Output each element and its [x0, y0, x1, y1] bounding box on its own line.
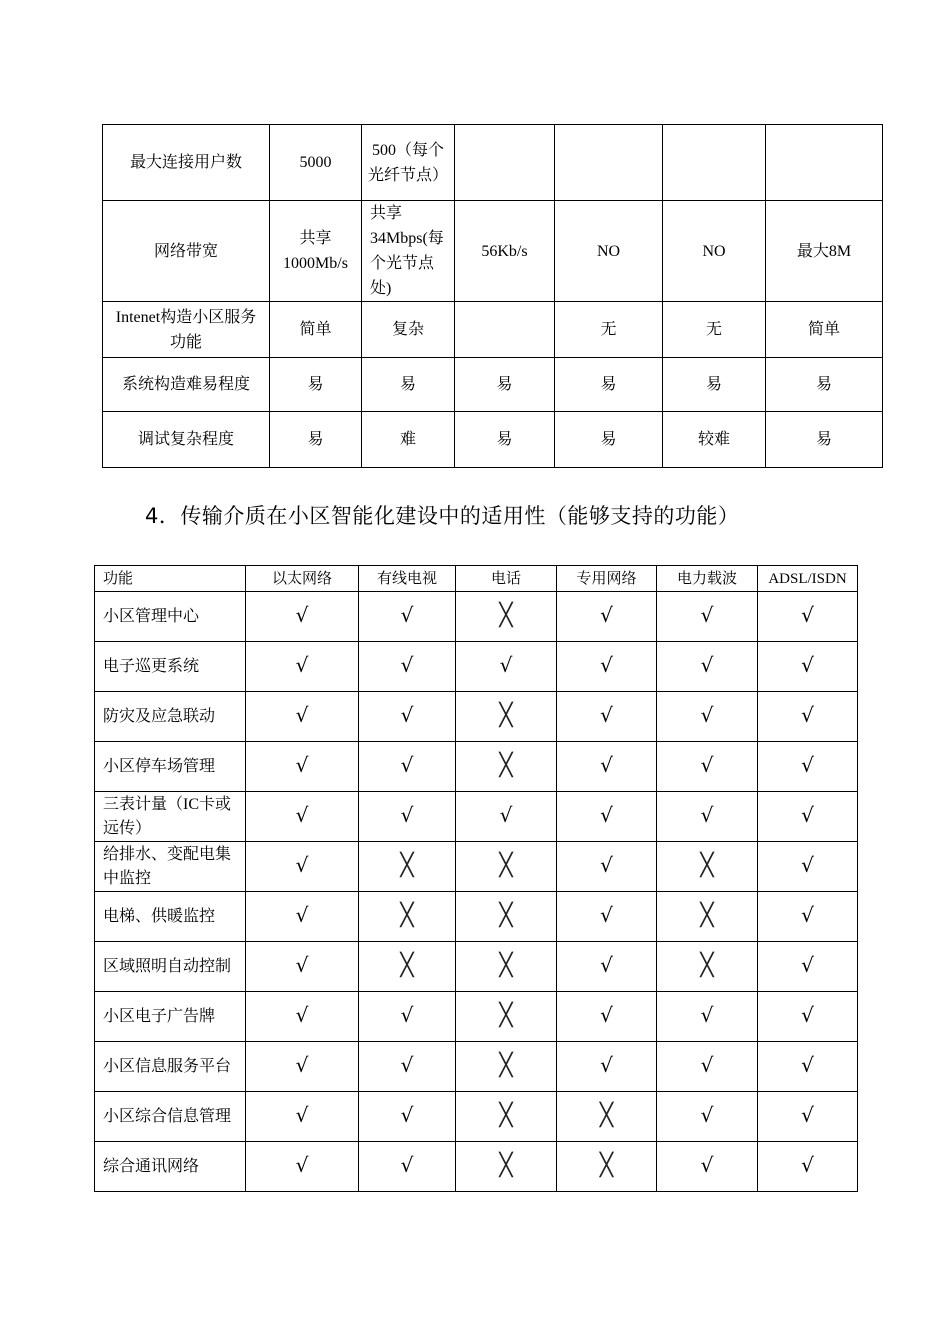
cross-mark-icon: ╳ — [700, 902, 714, 928]
check-mark-icon: √ — [700, 803, 714, 827]
support-cell — [657, 792, 758, 842]
header-cell: 电话 — [456, 566, 557, 592]
check-mark-icon: √ — [600, 603, 613, 627]
table-row — [103, 201, 883, 302]
row-label-cell: 调试复杂程度 — [103, 412, 270, 468]
cross-mark-icon: ╳ — [700, 852, 714, 878]
cross-mark-icon: ╳ — [599, 1102, 614, 1128]
check-mark-icon: √ — [295, 703, 309, 727]
check-mark-icon: √ — [400, 1053, 414, 1077]
table-row — [95, 1142, 858, 1192]
table-row — [95, 692, 858, 742]
support-cell — [758, 692, 858, 742]
table-row — [103, 302, 883, 358]
check-mark-icon: √ — [400, 753, 414, 777]
check-mark-icon: √ — [801, 1153, 814, 1177]
support-cell — [456, 992, 557, 1042]
check-mark-icon: √ — [600, 953, 613, 977]
table-cell: 易 — [663, 358, 766, 412]
support-cell — [456, 692, 557, 742]
header-cell: ADSL/ISDN — [758, 566, 858, 592]
support-cell — [246, 842, 359, 892]
function-label-cell: 小区信息服务平台 — [95, 1042, 246, 1092]
cross-mark-icon: ╳ — [499, 902, 513, 928]
support-cell — [557, 692, 657, 742]
support-cell — [456, 942, 557, 992]
check-mark-icon: √ — [600, 1003, 613, 1027]
cross-mark-icon: ╳ — [400, 852, 414, 878]
support-cell — [557, 1142, 657, 1192]
table-cell — [455, 302, 555, 358]
check-mark-icon: √ — [600, 903, 613, 927]
check-mark-icon: √ — [499, 653, 513, 677]
function-label-cell: 防灾及应急联动 — [95, 692, 246, 742]
table-cell: 易 — [362, 358, 455, 412]
check-mark-icon: √ — [600, 853, 613, 877]
table-row — [95, 592, 858, 642]
table-cell: 易 — [455, 412, 555, 468]
support-cell — [359, 592, 456, 642]
table-cell: NO — [555, 201, 663, 302]
support-cell — [557, 792, 657, 842]
table-cell: 易 — [766, 412, 883, 468]
table-cell: 复杂 — [362, 302, 455, 358]
cross-mark-icon: ╳ — [499, 1102, 513, 1128]
support-cell — [246, 1142, 359, 1192]
cross-mark-icon: ╳ — [499, 752, 513, 778]
support-cell — [758, 592, 858, 642]
cross-mark-icon: ╳ — [499, 852, 513, 878]
support-cell — [557, 842, 657, 892]
support-cell — [758, 992, 858, 1042]
support-cell — [246, 892, 359, 942]
check-mark-icon: √ — [700, 1103, 714, 1127]
table-cell: 共享1000Mb/s — [270, 201, 362, 302]
support-cell — [246, 942, 359, 992]
check-mark-icon: √ — [600, 1053, 613, 1077]
cross-mark-icon: ╳ — [700, 952, 714, 978]
check-mark-icon: √ — [801, 1053, 814, 1077]
cross-mark-icon: ╳ — [599, 1152, 614, 1178]
check-mark-icon: √ — [295, 953, 309, 977]
table-cell: 易 — [455, 358, 555, 412]
check-mark-icon: √ — [295, 1103, 309, 1127]
support-cell — [456, 592, 557, 642]
check-mark-icon: √ — [801, 603, 814, 627]
table-cell — [663, 125, 766, 201]
support-cell — [359, 1142, 456, 1192]
support-cell — [557, 1042, 657, 1092]
check-mark-icon: √ — [295, 803, 309, 827]
check-mark-icon: √ — [600, 703, 613, 727]
support-cell — [557, 592, 657, 642]
check-mark-icon: √ — [700, 703, 714, 727]
table-cell: 最大8M — [766, 201, 883, 302]
support-cell — [246, 1092, 359, 1142]
function-label-cell: 综合通讯网络 — [95, 1142, 246, 1192]
check-mark-icon: √ — [295, 1153, 309, 1177]
table-cell: 500（每个光纤节点） — [362, 125, 455, 201]
support-cell — [557, 892, 657, 942]
header-cell: 有线电视 — [359, 566, 456, 592]
table-cell — [555, 125, 663, 201]
check-mark-icon: √ — [700, 603, 714, 627]
cross-mark-icon: ╳ — [400, 952, 414, 978]
function-label-cell: 电梯、供暖监控 — [95, 892, 246, 942]
support-cell — [758, 1142, 858, 1192]
table-row — [95, 1092, 858, 1142]
check-mark-icon: √ — [400, 1103, 414, 1127]
support-cell — [456, 792, 557, 842]
table-row — [95, 892, 858, 942]
comparison-table-top — [102, 124, 883, 468]
table-cell — [766, 125, 883, 201]
row-label-cell: 系统构造难易程度 — [103, 358, 270, 412]
check-mark-icon: √ — [295, 903, 309, 927]
function-label-cell: 小区电子广告牌 — [95, 992, 246, 1042]
check-mark-icon: √ — [295, 603, 309, 627]
table-row — [103, 125, 883, 201]
function-label-cell: 电子巡更系统 — [95, 642, 246, 692]
check-mark-icon: √ — [400, 653, 414, 677]
support-cell — [657, 1142, 758, 1192]
support-cell — [557, 992, 657, 1042]
support-cell — [246, 692, 359, 742]
row-label-cell: 网络带宽 — [103, 201, 270, 302]
support-cell — [657, 742, 758, 792]
function-support-table — [94, 565, 858, 1192]
section-heading: 4．传输介质在小区智能化建设中的适用性（能够支持的功能） — [145, 504, 740, 528]
check-mark-icon: √ — [295, 1053, 309, 1077]
table-header-row — [95, 566, 858, 592]
check-mark-icon: √ — [801, 1103, 814, 1127]
support-cell — [557, 1092, 657, 1142]
check-mark-icon: √ — [295, 753, 309, 777]
check-mark-icon: √ — [400, 1153, 414, 1177]
cross-mark-icon: ╳ — [499, 602, 513, 628]
support-cell — [359, 792, 456, 842]
table-cell: 无 — [663, 302, 766, 358]
support-cell — [657, 1092, 758, 1142]
support-cell — [758, 942, 858, 992]
check-mark-icon: √ — [801, 703, 814, 727]
table-row — [95, 792, 858, 842]
table-cell: 5000 — [270, 125, 362, 201]
support-cell — [557, 942, 657, 992]
check-mark-icon: √ — [400, 703, 414, 727]
table-row — [95, 992, 858, 1042]
support-cell — [246, 742, 359, 792]
cross-mark-icon: ╳ — [499, 702, 513, 728]
check-mark-icon: √ — [801, 1003, 814, 1027]
check-mark-icon: √ — [295, 1003, 309, 1027]
cross-mark-icon: ╳ — [499, 1152, 513, 1178]
support-cell — [456, 892, 557, 942]
support-cell — [359, 892, 456, 942]
function-label-cell: 小区管理中心 — [95, 592, 246, 642]
table-cell: 难 — [362, 412, 455, 468]
support-cell — [359, 642, 456, 692]
table-cell: 易 — [270, 412, 362, 468]
support-cell — [246, 992, 359, 1042]
table-cell: 易 — [270, 358, 362, 412]
table-row — [103, 358, 883, 412]
check-mark-icon: √ — [295, 653, 309, 677]
support-cell — [557, 642, 657, 692]
check-mark-icon: √ — [700, 653, 714, 677]
support-cell — [657, 992, 758, 1042]
support-cell — [456, 742, 557, 792]
support-cell — [359, 692, 456, 742]
check-mark-icon: √ — [801, 803, 814, 827]
support-cell — [246, 642, 359, 692]
header-cell: 电力载波 — [657, 566, 758, 592]
support-cell — [359, 742, 456, 792]
cross-mark-icon: ╳ — [499, 1052, 513, 1078]
table-cell: 易 — [555, 358, 663, 412]
table-row — [95, 642, 858, 692]
support-cell — [758, 1042, 858, 1092]
row-label-cell: Intenet构造小区服务功能 — [103, 302, 270, 358]
table-row — [103, 412, 883, 468]
cross-mark-icon: ╳ — [499, 952, 513, 978]
header-cell: 功能 — [95, 566, 246, 592]
support-cell — [359, 1042, 456, 1092]
header-cell: 专用网络 — [557, 566, 657, 592]
support-cell — [657, 642, 758, 692]
support-cell — [456, 1092, 557, 1142]
support-cell — [456, 1042, 557, 1092]
support-cell — [657, 942, 758, 992]
table-cell: 简单 — [766, 302, 883, 358]
table-row — [95, 842, 858, 892]
support-cell — [359, 1092, 456, 1142]
check-mark-icon: √ — [801, 903, 814, 927]
support-cell — [758, 892, 858, 942]
support-cell — [246, 592, 359, 642]
check-mark-icon: √ — [400, 803, 414, 827]
check-mark-icon: √ — [600, 653, 613, 677]
table-cell: 简单 — [270, 302, 362, 358]
support-cell — [758, 1092, 858, 1142]
table-cell: 易 — [555, 412, 663, 468]
check-mark-icon: √ — [700, 1003, 714, 1027]
table-cell: 较难 — [663, 412, 766, 468]
header-cell: 以太网络 — [246, 566, 359, 592]
table-row — [95, 942, 858, 992]
table-row — [95, 1042, 858, 1092]
check-mark-icon: √ — [700, 1053, 714, 1077]
support-cell — [758, 742, 858, 792]
support-cell — [758, 642, 858, 692]
support-cell — [758, 842, 858, 892]
check-mark-icon: √ — [600, 803, 613, 827]
check-mark-icon: √ — [700, 1153, 714, 1177]
support-cell — [359, 992, 456, 1042]
check-mark-icon: √ — [600, 753, 613, 777]
table-cell: 易 — [766, 358, 883, 412]
check-mark-icon: √ — [700, 753, 714, 777]
support-cell — [456, 1142, 557, 1192]
table-cell: NO — [663, 201, 766, 302]
check-mark-icon: √ — [801, 953, 814, 977]
support-cell — [359, 842, 456, 892]
function-label-cell: 小区停车场管理 — [95, 742, 246, 792]
support-cell — [657, 842, 758, 892]
function-label-cell: 给排水、变配电集中监控 — [95, 842, 246, 892]
cross-mark-icon: ╳ — [499, 1002, 513, 1028]
support-cell — [246, 1042, 359, 1092]
cross-mark-icon: ╳ — [400, 902, 414, 928]
support-cell — [657, 592, 758, 642]
check-mark-icon: √ — [499, 803, 513, 827]
function-label-cell: 三表计量（IC卡或远传） — [95, 792, 246, 842]
check-mark-icon: √ — [801, 753, 814, 777]
table-row — [95, 742, 858, 792]
table-cell: 共享34Mbps(每个光节点处) — [362, 201, 455, 302]
support-cell — [359, 942, 456, 992]
support-cell — [557, 742, 657, 792]
support-cell — [246, 792, 359, 842]
support-cell — [657, 1042, 758, 1092]
check-mark-icon: √ — [801, 653, 814, 677]
support-cell — [758, 792, 858, 842]
table-cell — [455, 125, 555, 201]
check-mark-icon: √ — [400, 603, 414, 627]
support-cell — [456, 842, 557, 892]
support-cell — [657, 892, 758, 942]
table-cell: 56Kb/s — [455, 201, 555, 302]
check-mark-icon: √ — [400, 1003, 414, 1027]
check-mark-icon: √ — [295, 853, 309, 877]
function-label-cell: 区域照明自动控制 — [95, 942, 246, 992]
support-cell — [456, 642, 557, 692]
support-cell — [657, 692, 758, 742]
row-label-cell: 最大连接用户数 — [103, 125, 270, 201]
table-cell: 无 — [555, 302, 663, 358]
check-mark-icon: √ — [801, 853, 814, 877]
function-label-cell: 小区综合信息管理 — [95, 1092, 246, 1142]
